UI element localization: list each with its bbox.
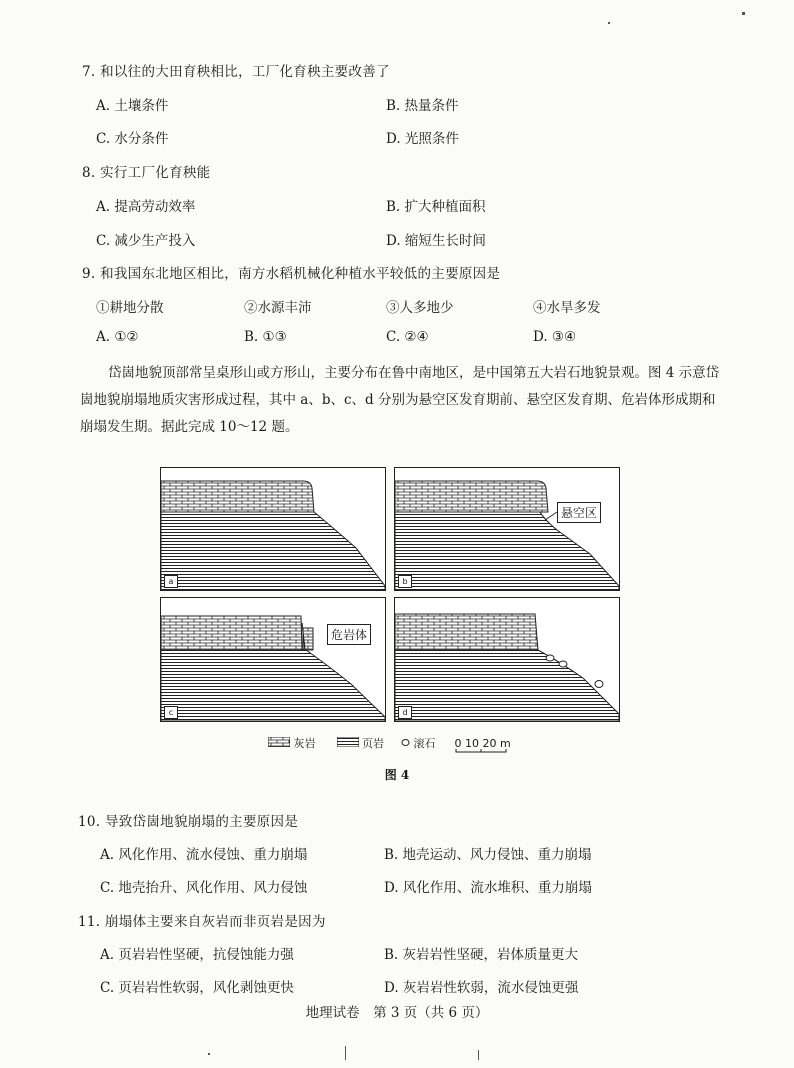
figure-panel-b bbox=[394, 467, 620, 591]
question-10-stem: 10. 导致岱崮地貌崩塌的主要原因是 bbox=[78, 814, 299, 830]
legend-rolling-rock: 滚石 bbox=[413, 737, 436, 750]
q9-item-4: ④水旱多发 bbox=[533, 300, 601, 316]
rolling-rock-icon bbox=[401, 737, 410, 750]
q7-option-a: A. 土壤条件 bbox=[96, 98, 169, 114]
q8-option-a: A. 提高劳动效率 bbox=[96, 199, 196, 215]
figure-panel-a bbox=[160, 467, 386, 591]
scan-speck bbox=[742, 12, 745, 15]
q7-option-b: B. 热量条件 bbox=[386, 98, 459, 114]
figure-caption: 图 4 bbox=[384, 768, 410, 782]
question-7-stem: 7. 和以往的大田育秧相比，工厂化育秧主要改善了 bbox=[82, 64, 390, 80]
q10-option-c: C. 地壳抬升、风化作用、风力侵蚀 bbox=[100, 880, 308, 896]
q7-option-d: D. 光照条件 bbox=[386, 131, 459, 147]
legend-limestone: 灰岩 bbox=[293, 737, 316, 750]
limestone-swatch-icon bbox=[268, 737, 290, 750]
q10-option-b: B. 地壳运动、风力侵蚀、重力崩塌 bbox=[384, 847, 592, 863]
figure-panel-c bbox=[160, 597, 386, 722]
q9-option-d: D. ③④ bbox=[533, 329, 577, 345]
scan-speck bbox=[208, 1053, 210, 1055]
passage bbox=[80, 360, 720, 441]
q10-option-a: A. 风化作用、流水侵蚀、重力崩塌 bbox=[100, 847, 308, 863]
q8-option-c: C. 减少生产投入 bbox=[96, 233, 196, 249]
q9-item-3: ③人多地少 bbox=[386, 300, 454, 316]
q7-option-c: C. 水分条件 bbox=[96, 131, 169, 147]
q9-item-1: ①耕地分散 bbox=[96, 300, 164, 316]
q11-option-c: C. 页岩岩性软弱，风化剥蚀更快 bbox=[100, 980, 294, 996]
question-11-stem: 11. 崩塌体主要来自灰岩而非页岩是因为 bbox=[78, 914, 326, 930]
page-footer: 地理试卷 第 3 页（共 6 页） bbox=[305, 1005, 489, 1021]
scale-bar bbox=[455, 736, 511, 750]
shale-swatch-icon bbox=[337, 737, 359, 750]
figure-panel-d bbox=[394, 597, 620, 722]
figure-legend bbox=[268, 735, 511, 751]
question-8-stem: 8. 实行工厂化育秧能 bbox=[82, 165, 211, 181]
panel-label-c: c bbox=[164, 706, 178, 719]
scan-speck bbox=[345, 1046, 346, 1060]
panel-label-b: b bbox=[398, 575, 412, 588]
scan-speck bbox=[478, 1050, 479, 1060]
passage-text: 岱崮地貌顶部常呈桌形山或方形山，主要分布在鲁中南地区，是中国第五大岩石地貌景观。图 4 示意岱崮地貌崩塌地质灾害形成过程，其中 a、b、c、d 分别为悬空区发育期前、悬空区发育期、危岩体形成期和崩塌发生期。据此完成 10～12 题。 bbox=[80, 365, 720, 435]
q11-option-d: D. 灰岩岩性软弱，流水侵蚀更强 bbox=[384, 980, 579, 996]
q9-option-c: C. ②④ bbox=[386, 329, 429, 345]
q9-item-2: ②水源丰沛 bbox=[244, 300, 312, 316]
callout-dangerous-rock: 危岩体 bbox=[327, 624, 371, 645]
callout-overhang-zone: 悬空区 bbox=[557, 502, 601, 523]
scan-speck bbox=[608, 22, 610, 24]
q8-option-b: B. 扩大种植面积 bbox=[386, 199, 486, 215]
q9-option-a: A. ①② bbox=[96, 329, 139, 345]
q9-option-b: B. ①③ bbox=[244, 329, 287, 345]
question-9-stem: 9. 和我国东北地区相比，南方水稻机械化种植水平较低的主要原因是 bbox=[82, 266, 501, 282]
q8-option-d: D. 缩短生长时间 bbox=[386, 233, 486, 249]
q11-option-b: B. 灰岩岩性坚硬，岩体质量更大 bbox=[384, 947, 579, 963]
scale-bar-label: 0 10 20 m bbox=[454, 736, 511, 750]
panel-label-a: a bbox=[164, 575, 178, 588]
legend-shale: 页岩 bbox=[362, 737, 384, 750]
panel-label-d: d bbox=[398, 706, 412, 719]
q11-option-a: A. 页岩岩性坚硬，抗侵蚀能力强 bbox=[100, 947, 294, 963]
q10-option-d: D. 风化作用、流水堆积、重力崩塌 bbox=[384, 880, 592, 896]
